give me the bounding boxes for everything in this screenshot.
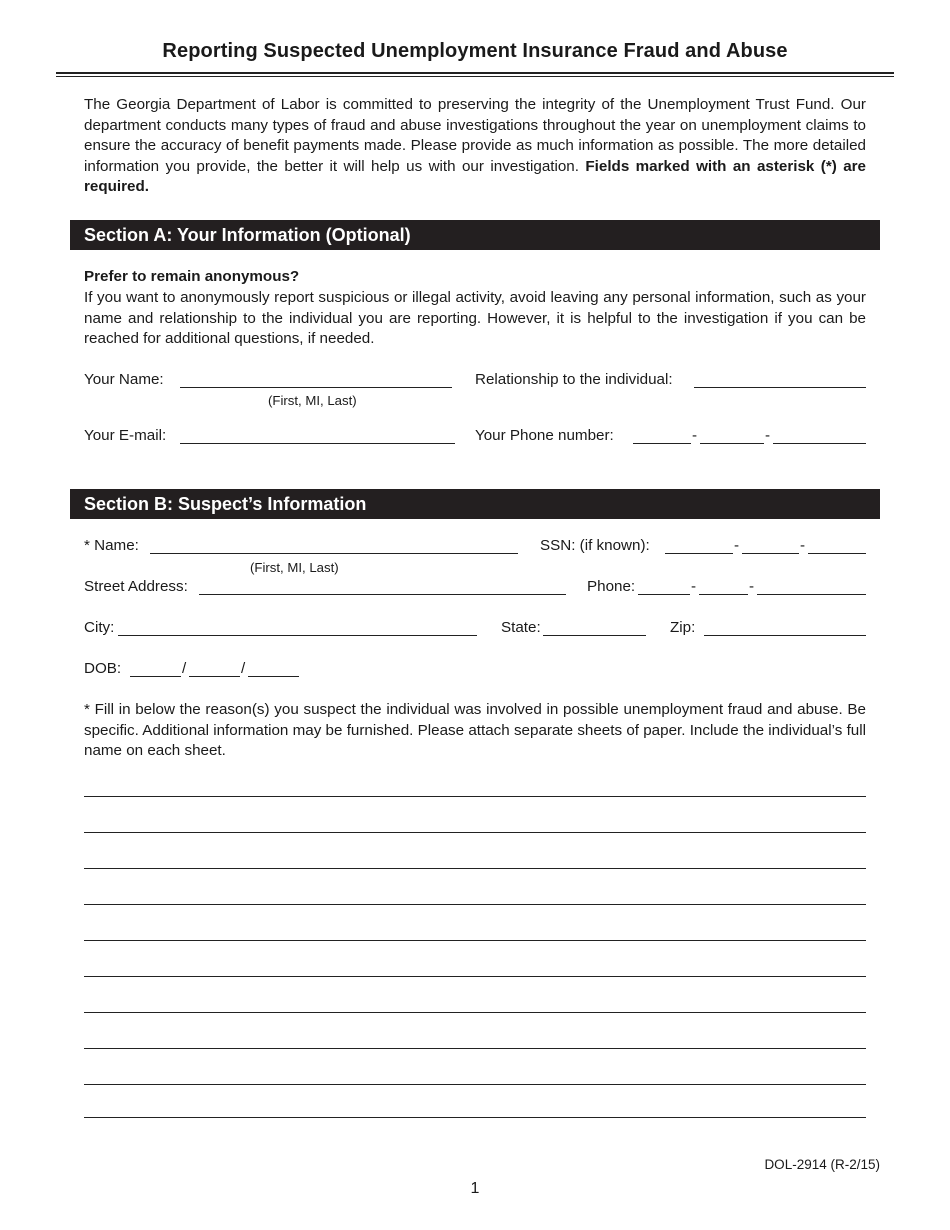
suspect-phone-line-field[interactable] — [757, 594, 866, 595]
suspect-name-field[interactable] — [150, 553, 518, 554]
anonymous-heading: Prefer to remain anonymous? — [84, 268, 300, 285]
form-code: DOL-2914 (R-2/15) — [764, 1157, 880, 1172]
reason-line[interactable] — [84, 1117, 866, 1118]
reason-line[interactable] — [84, 832, 866, 833]
dob-slash: / — [241, 660, 246, 677]
reason-instructions: * Fill in below the reason(s) you suspect the individual was involved in possible unemployment fraud and abuse. Be specific. Additional information may be furnished. Please attach separate sheets of paper. Include the individual’s full name on each sheet. — [84, 701, 866, 760]
state-label: State: — [501, 619, 541, 636]
street-address-label: Street Address: — [84, 578, 188, 595]
title-rule — [56, 72, 894, 74]
page-number: 1 — [470, 1180, 480, 1197]
phone-dash: - — [765, 427, 771, 444]
reason-line[interactable] — [84, 976, 866, 977]
dob-month-field[interactable] — [130, 676, 181, 677]
suspect-phone-label: Phone: — [587, 578, 636, 595]
your-name-label: Your Name: — [84, 371, 164, 388]
title-rule-thin — [56, 76, 894, 77]
phone-dash: - — [749, 578, 755, 595]
intro-paragraph — [84, 95, 866, 198]
section-a-header: Section A: Your Information (Optional) — [70, 220, 880, 250]
suspect-name-label: * Name: — [84, 537, 139, 554]
ssn-dash: - — [734, 537, 740, 554]
ssn-label: SSN: (if known): — [540, 537, 650, 554]
ssn-part2-field[interactable] — [742, 553, 799, 554]
reason-line[interactable] — [84, 796, 866, 797]
phone-dash: - — [692, 427, 698, 444]
intro-text: The Georgia Department of Labor is committed to preserving the integrity of the Unemployment Trust Fund. Our department conducts many types of fraud and abuse investigations throughout the year on unemployment claims to ensure the accuracy of benefit payments made. Please provide as much information as possible. The more detailed information you provide, the better it will help us with our investigation. — [84, 96, 866, 175]
your-email-label: Your E-mail: — [84, 427, 167, 444]
section-b-header: Section B: Suspect’s Information — [70, 489, 880, 519]
required-note: Fields marked with an asterisk (*) are required. — [84, 157, 866, 196]
phone-dash: - — [691, 578, 697, 595]
reason-line[interactable] — [84, 868, 866, 869]
your-phone-label: Your Phone number: — [475, 427, 614, 444]
your-phone-line-field[interactable] — [773, 443, 866, 444]
anonymous-text: If you want to anonymously report suspicious or illegal activity, avoid leaving any personal information, such as your name and relationship to the individual you are reporting. However, it is helpful to the investigation if you can be reached for additional questions, if needed. — [84, 289, 866, 348]
city-label: City: — [84, 619, 115, 636]
reason-line[interactable] — [84, 940, 866, 941]
your-name-field[interactable] — [180, 387, 452, 388]
suspect-phone-area-field[interactable] — [638, 594, 690, 595]
ssn-dash: - — [800, 537, 806, 554]
dob-year-field[interactable] — [248, 676, 299, 677]
dob-day-field[interactable] — [189, 676, 240, 677]
ssn-part3-field[interactable] — [808, 553, 866, 554]
reason-line[interactable] — [84, 904, 866, 905]
suspect-name-hint: (First, MI, Last) — [250, 560, 339, 575]
relationship-label: Relationship to the individual: — [475, 371, 673, 388]
dob-label: DOB: — [84, 660, 122, 677]
relationship-field[interactable] — [694, 387, 866, 388]
zip-field[interactable] — [704, 635, 866, 636]
zip-label: Zip: — [670, 619, 696, 636]
ssn-part1-field[interactable] — [665, 553, 733, 554]
state-field[interactable] — [543, 635, 646, 636]
page-title: Reporting Suspected Unemployment Insurance Fraud and Abuse — [162, 40, 788, 62]
reason-line[interactable] — [84, 1048, 866, 1049]
dob-slash: / — [182, 660, 187, 677]
reason-line[interactable] — [84, 1084, 866, 1085]
your-email-field[interactable] — [180, 443, 455, 444]
street-address-field[interactable] — [199, 594, 566, 595]
your-phone-prefix-field[interactable] — [700, 443, 764, 444]
your-name-hint: (First, MI, Last) — [268, 393, 357, 408]
city-field[interactable] — [118, 635, 477, 636]
your-phone-area-field[interactable] — [633, 443, 691, 444]
suspect-phone-prefix-field[interactable] — [699, 594, 748, 595]
reason-line[interactable] — [84, 1012, 866, 1013]
